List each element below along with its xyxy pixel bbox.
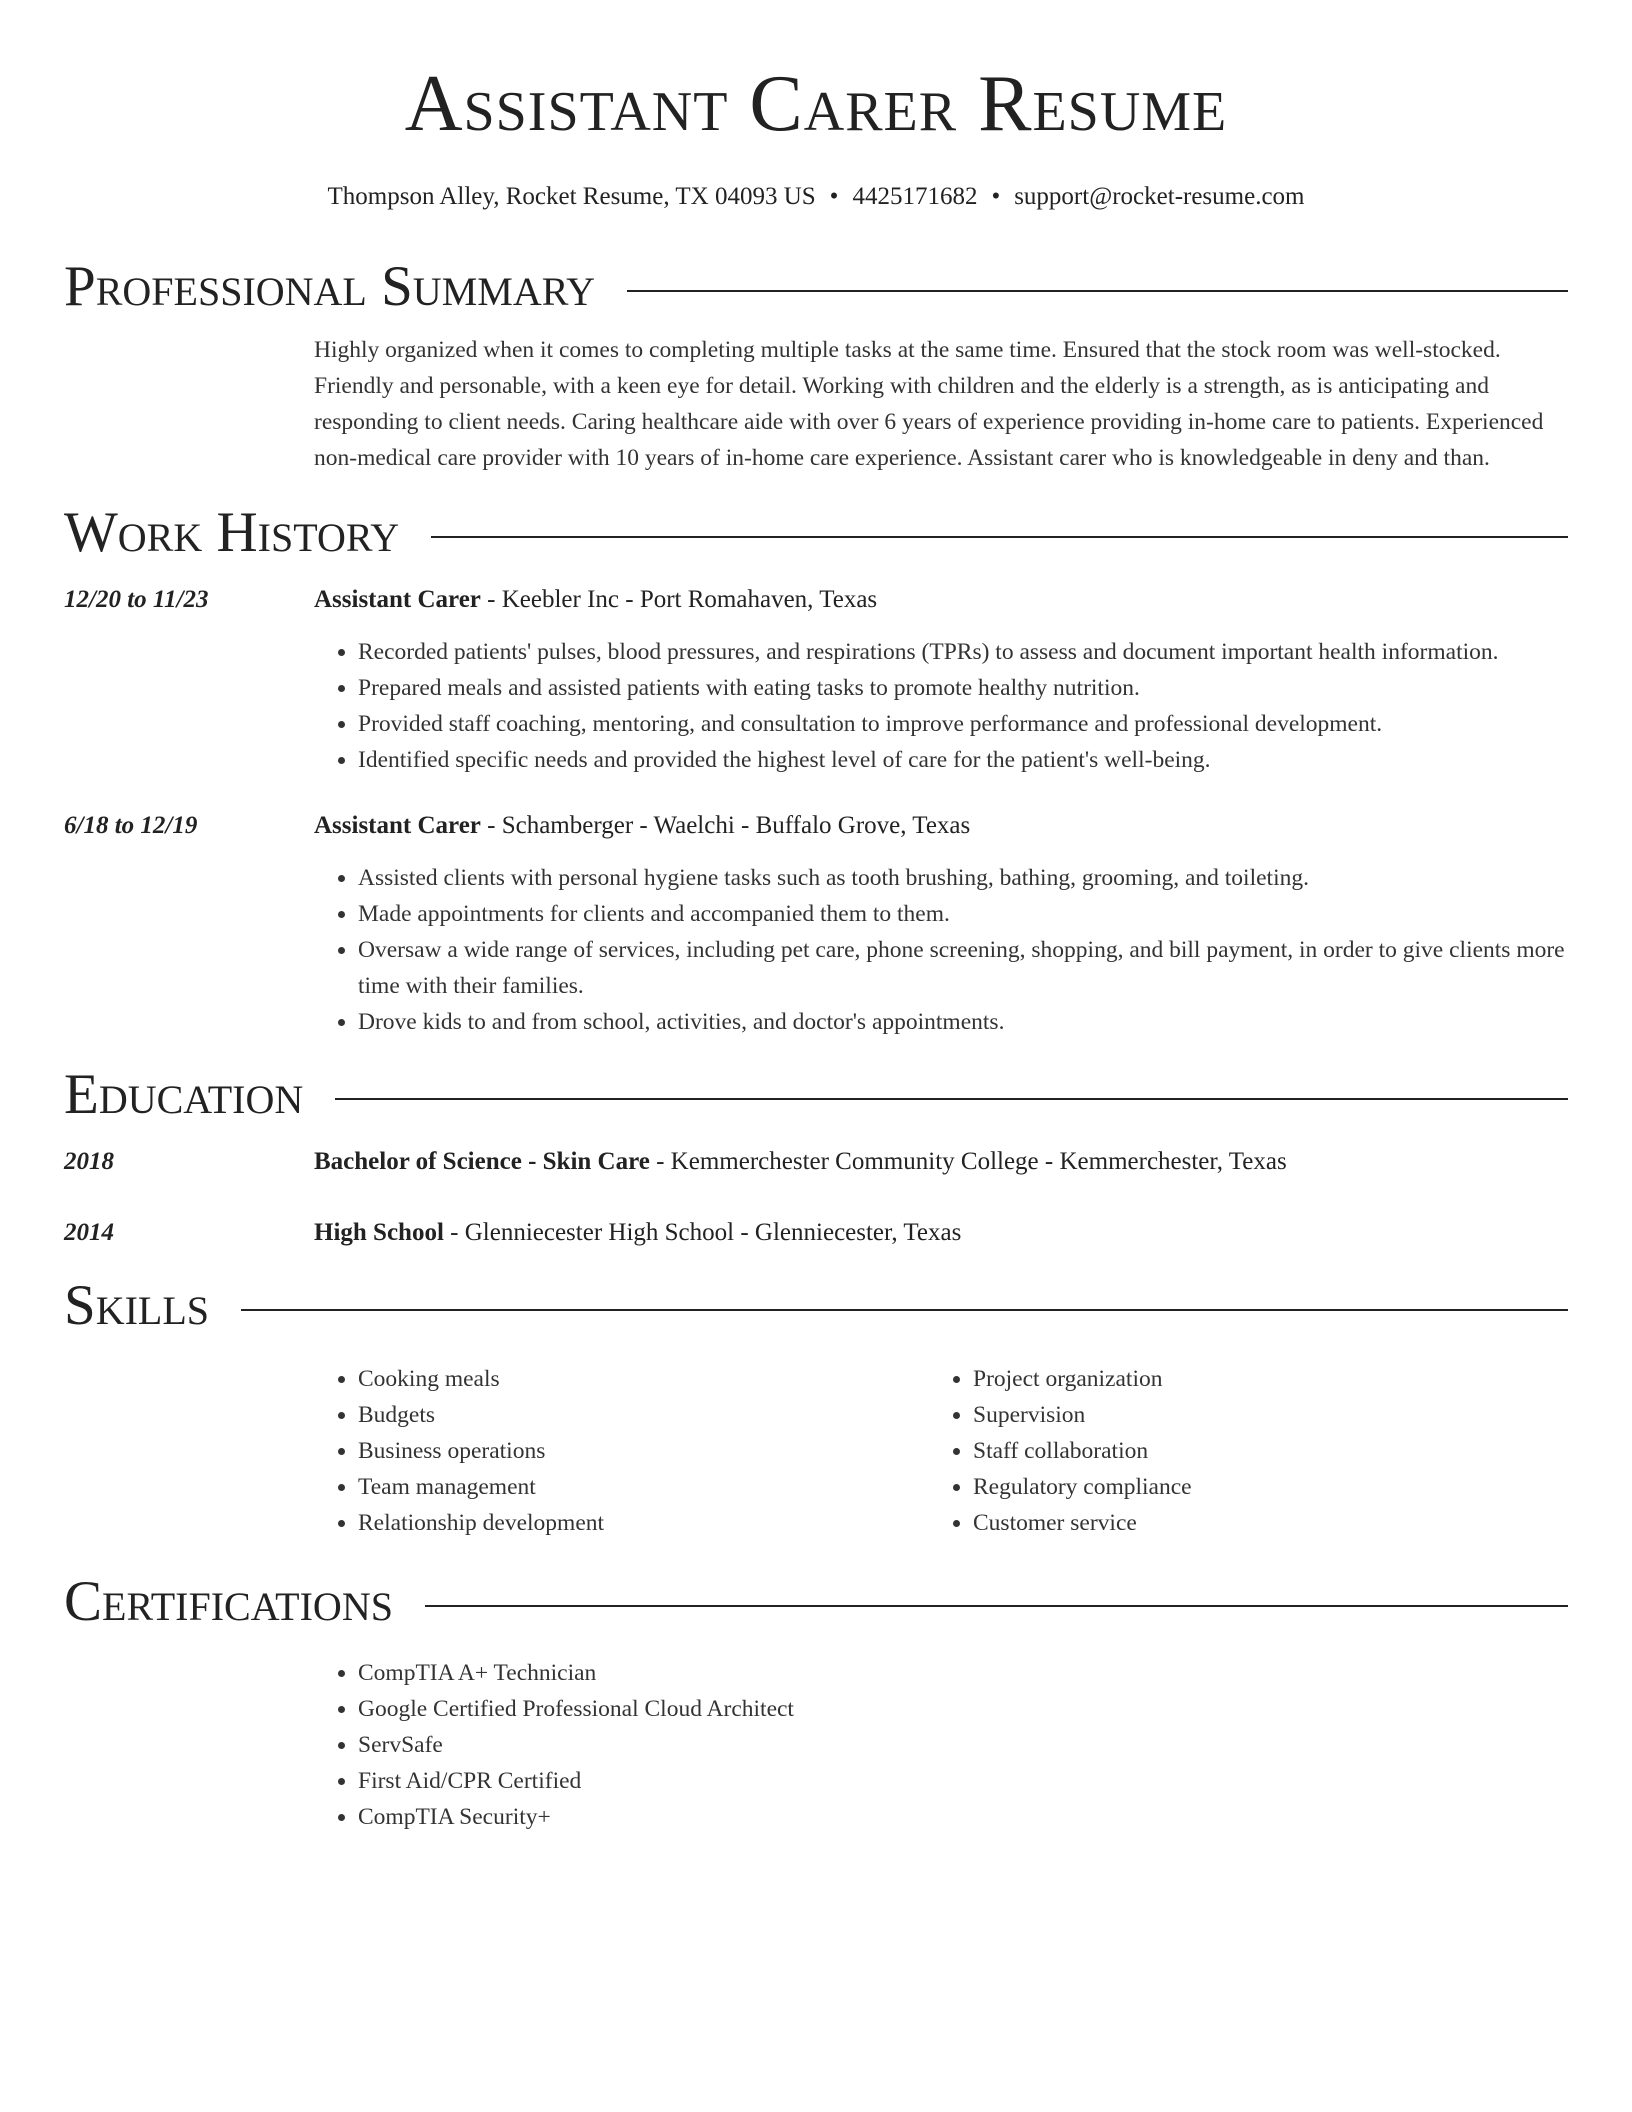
skills-list-right	[929, 1361, 1544, 1541]
job-details: - Schamberger - Waelchi - Buffalo Grove, Texas	[480, 812, 971, 839]
section-heading: Work History	[64, 501, 400, 564]
list-item: • Business operations	[358, 1433, 929, 1469]
section-education	[64, 1062, 1568, 1128]
section-rule	[627, 290, 1568, 292]
list-item: • Made appointments for clients and accompanied them to them.	[358, 896, 1568, 932]
list-item: • First Aid/CPR Certified	[358, 1763, 1568, 1799]
section-rule	[431, 536, 1568, 538]
education-year: 2018	[64, 1148, 114, 1175]
list-item: • Customer service	[973, 1505, 1544, 1541]
job-bullet-list	[314, 860, 1568, 1040]
list-item: • Google Certified Professional Cloud Architect	[358, 1691, 1568, 1727]
list-item: • CompTIA A+ Technician	[358, 1655, 1568, 1691]
section-rule	[425, 1605, 1568, 1607]
list-item: • Assisted clients with personal hygiene tasks such as tooth brushing, bathing, grooming, and toileting.	[358, 860, 1568, 896]
job-entry	[64, 808, 1568, 1040]
education-line	[314, 1144, 1287, 1180]
skills-columns	[314, 1361, 1568, 1541]
job-details: - Keebler Inc - Port Romahaven, Texas	[480, 586, 878, 613]
list-item: • ServSafe	[358, 1727, 1568, 1763]
section-work-history	[64, 500, 1568, 566]
education-degree: High School	[314, 1219, 444, 1246]
list-item: • CompTIA Security+	[358, 1799, 1568, 1835]
education-details: - Glenniecester High School - Glenniecester, Texas	[443, 1219, 962, 1246]
job-bullet-list	[314, 634, 1568, 778]
education-entry	[64, 1144, 1568, 1180]
job-title-line	[314, 808, 970, 844]
list-item: • Relationship development	[358, 1505, 929, 1541]
section-heading: Education	[64, 1063, 304, 1126]
job-dates: 6/18 to 12/19	[64, 812, 198, 839]
list-item: • Staff collaboration	[973, 1433, 1544, 1469]
section-rule	[335, 1098, 1568, 1100]
list-item: • Regulatory compliance	[973, 1469, 1544, 1505]
section-skills	[64, 1273, 1568, 1339]
job-title-line	[314, 582, 877, 618]
certifications-block	[314, 1655, 1568, 1835]
list-item: • Project organization	[973, 1361, 1544, 1397]
list-item: • Cooking meals	[358, 1361, 929, 1397]
job-entry	[64, 582, 1568, 778]
job-title: Assistant Carer	[314, 812, 481, 839]
contact-line	[64, 180, 1568, 214]
job-title: Assistant Carer	[314, 586, 481, 613]
contact-separator: •	[991, 183, 1001, 210]
education-entry	[64, 1215, 1568, 1251]
contact-email: support@rocket-resume.com	[1014, 183, 1305, 210]
contact-address: Thompson Alley, Rocket Resume, TX 04093 US	[327, 183, 816, 210]
list-item: • Prepared meals and assisted patients with eating tasks to promote healthy nutrition.	[358, 670, 1568, 706]
contact-phone: 4425171682	[852, 183, 978, 210]
list-item: • Team management	[358, 1469, 929, 1505]
list-item: • Recorded patients' pulses, blood pressures, and respirations (TPRs) to assess and document important health information.	[358, 634, 1568, 670]
education-details: - Kemmerchester Community College - Kemmerchester, Texas	[649, 1148, 1287, 1175]
contact-separator: •	[829, 183, 839, 210]
certifications-list	[314, 1655, 1568, 1835]
education-degree: Bachelor of Science - Skin Care	[314, 1148, 650, 1175]
resume-title: Assistant Carer Resume	[404, 60, 1228, 148]
section-rule	[241, 1309, 1568, 1311]
section-heading: Professional Summary	[64, 255, 596, 318]
section-heading: Certifications	[64, 1570, 393, 1633]
job-dates: 12/20 to 11/23	[64, 586, 209, 613]
list-item: • Supervision	[973, 1397, 1544, 1433]
list-item: • Budgets	[358, 1397, 929, 1433]
section-certifications	[64, 1569, 1568, 1635]
section-heading: Skills	[64, 1274, 210, 1337]
summary-text: Highly organized when it comes to completing multiple tasks at the same time. Ensured that the stock room was well-stocked. Friendly and personable, with a keen eye for detail. Working with children and the elderly is a strength, as is anticipating and responding to client needs. Caring healthcare aide with over 6 years of experience providing in-home care to patients. Experienced non-medical care provider with 10 years of in-home care experience. Assistant carer who is knowledgeable in deny and than.	[314, 337, 1544, 471]
education-line	[314, 1215, 961, 1251]
section-professional-summary	[64, 254, 1568, 320]
list-item: • Drove kids to and from school, activities, and doctor's appointments.	[358, 1004, 1568, 1040]
education-year: 2014	[64, 1219, 114, 1246]
list-item: • Identified specific needs and provided the highest level of care for the patient's well-being.	[358, 742, 1568, 778]
list-item: • Provided staff coaching, mentoring, and consultation to improve performance and professional development.	[358, 706, 1568, 742]
skills-list-left	[314, 1361, 929, 1541]
list-item: • Oversaw a wide range of services, including pet care, phone screening, shopping, and bill payment, in order to give clients more time with their families.	[358, 932, 1568, 1004]
